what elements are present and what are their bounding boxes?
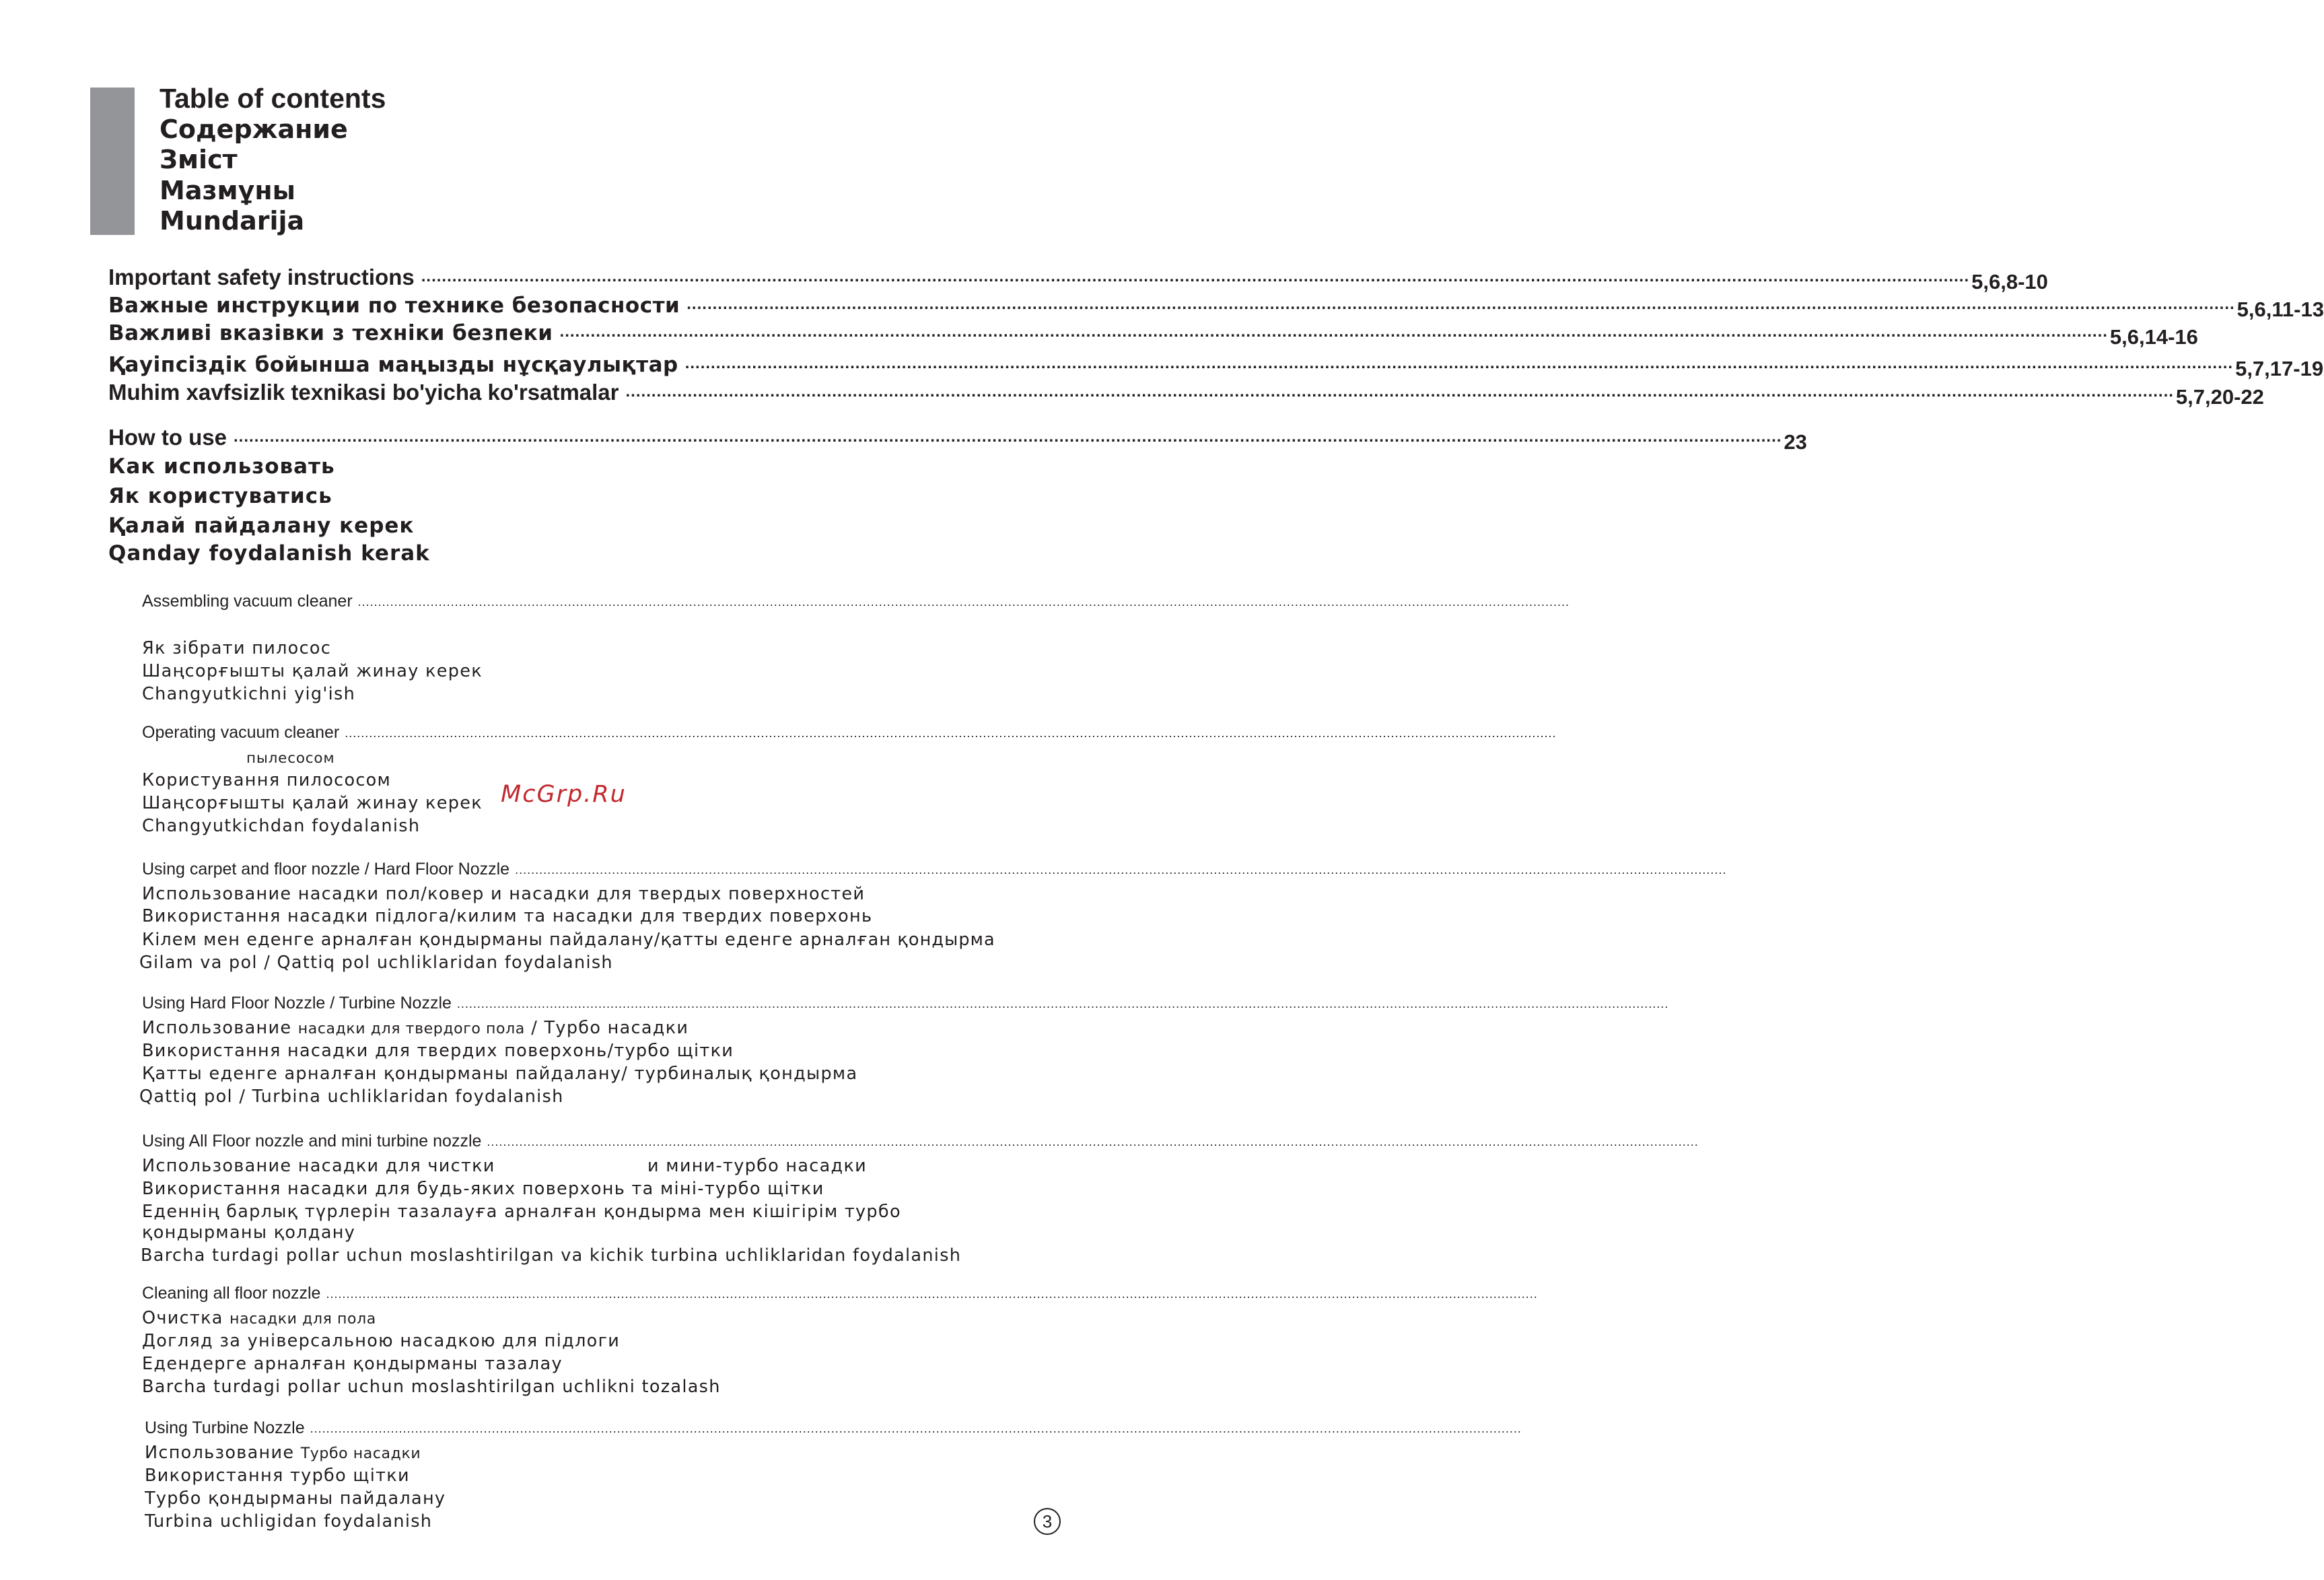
toc-entry-label: Using Hard Floor Nozzle / Turbine Nozzle (142, 994, 452, 1012)
toc-title-uk: Зміст (160, 145, 238, 174)
toc-row-safety-en[interactable] (108, 263, 2048, 294)
toc-entry-operating[interactable] (142, 722, 1557, 743)
entry-line: Кілем мен еденге арналған қондырманы пайдалану/қатты еденге арналған қондырма (142, 930, 995, 950)
watermark-text: McGrp.Ru (501, 781, 627, 808)
toc-title-kk: Мазмұны (160, 175, 295, 205)
entry-first-line (142, 1018, 689, 1038)
toc-row-page: 5,6,14-16 (2109, 325, 2198, 349)
entry-first-line-a: Использование насадки для чистки (142, 1156, 495, 1176)
how-to-use-uz: Qanday foydalanish kerak (108, 541, 430, 565)
entry-line: Використання насадки підлога/килим та насадки для твердих поверхонь (142, 906, 873, 926)
entry-line: қондырманы қолдану (142, 1223, 356, 1243)
entry-line: Догляд за універсальною насадкою для підлоги (142, 1331, 621, 1351)
toc-entry-label: Using All Floor nozzle and mini turbine nozzle (142, 1132, 482, 1150)
entry-line: Changyutkichni yig'ish (142, 684, 356, 704)
entry-first-line (145, 1443, 421, 1463)
entry-line-small-part: Турбо насадки (300, 1445, 421, 1462)
page-number-badge: 3 (1034, 1508, 1061, 1535)
entry-line-part: / Турбо насадки (524, 1018, 689, 1038)
toc-entry-label: Cleaning all floor nozzle (142, 1284, 321, 1303)
toc-entry-hard-floor-turbine[interactable] (142, 993, 1669, 1013)
toc-entry-turbine-nozzle[interactable] (145, 1418, 1522, 1438)
toc-entry-assembling[interactable] (142, 591, 1570, 611)
toc-title-block (160, 83, 386, 237)
toc-entry-all-floor-mini-turbine[interactable] (142, 1131, 1699, 1151)
dot-leader: ............................................................................................................................................................................................................................................................................................................ (310, 1422, 1522, 1435)
toc-entry-label: Using carpet and floor nozzle / Hard Floor Nozzle (142, 860, 510, 879)
toc-entry-label: Using Turbine Nozzle (145, 1418, 305, 1437)
entry-small-word: пылесосом (246, 750, 335, 767)
entry-line: Едендерге арналған қондырманы тазалау (142, 1354, 563, 1374)
toc-row-safety-uk[interactable] (108, 318, 2198, 349)
dot-leader: ............................................................................................................................................................................................................................................................................................................ (421, 267, 1970, 285)
toc-row-label: Важные инструкции по технике безопасности (108, 294, 680, 318)
toc-row-page: 5,6,11-13 (2237, 298, 2324, 321)
entry-line-small-part: насадки для твердого пола (297, 1021, 525, 1037)
entry-first-line-b: и мини-турбо насадки (647, 1156, 868, 1176)
toc-title-en: Table of contents (160, 83, 386, 114)
toc-entry-label: Assembling vacuum cleaner (142, 592, 353, 611)
toc-row-label: Қауіпсіздік бойынша маңызды нұсқаулықтар (108, 353, 678, 377)
toc-row-safety-ru[interactable] (108, 291, 2324, 321)
toc-row-how-to-use[interactable] (108, 423, 1807, 454)
dot-leader: ............................................................................................................................................................................................................................................................................................................ (487, 1135, 1699, 1148)
entry-line-part: Использование (145, 1443, 301, 1463)
entry-line: Використання турбо щітки (145, 1466, 410, 1486)
toc-entry-cleaning-all-floor[interactable] (142, 1283, 1538, 1303)
dot-leader: ............................................................................................................................................................................................................................................................................................................ (559, 322, 2108, 341)
toc-entry-label: Operating vacuum cleaner (142, 723, 340, 742)
dot-leader: ............................................................................................................................................................................................................................................................................................................ (326, 1287, 1538, 1301)
toc-row-label: Important safety instructions (108, 265, 415, 289)
toc-row-page: 23 (1784, 430, 1807, 454)
entry-line: Використання насадки для будь-яких поверхонь та міні-турбо щітки (142, 1179, 824, 1199)
entry-line-part: Очистка (142, 1308, 230, 1328)
dot-leader: ............................................................................................................................................................................................................................................................................................................ (456, 997, 1669, 1010)
dot-leader: ............................................................................................................................................................................................................................................................................................................ (684, 354, 2234, 372)
entry-line: Турбо қондырманы пайдалану (145, 1488, 446, 1509)
entry-line: Changyutkichdan foydalanish (142, 816, 421, 836)
toc-entry-carpet-floor[interactable] (142, 859, 1727, 879)
entry-line: Як зібрати пилосос (142, 638, 332, 658)
how-to-use-uk: Як користуватись (108, 484, 332, 508)
entry-line: Barcha turdagi pollar uchun moslashtirilgan uchlikni tozalash (142, 1377, 721, 1397)
entry-line: Turbina uchligidan foydalanish (145, 1511, 433, 1532)
entry-line-part: Использование (142, 1018, 298, 1038)
entry-line: Gilam va pol / Qattiq pol uchliklaridan foydalanish (139, 953, 613, 973)
entry-line: Barcha turdagi pollar uchun moslashtirilgan va kichik turbina uchliklaridan foydalanish (141, 1245, 962, 1266)
dot-leader: ............................................................................................................................................................................................................................................................................................................ (234, 427, 1782, 446)
dot-leader: ............................................................................................................................................................................................................................................................................................................ (345, 726, 1557, 740)
entry-line: Шаңсорғышты қалай жинау керек (142, 661, 483, 681)
decorative-side-bar (90, 88, 135, 235)
toc-row-label: Muhim xavfsizlik texnikasi bo'yicha ko'rsatmalar (108, 380, 619, 405)
toc-row-page: 5,7,20-22 (2175, 385, 2264, 409)
toc-row-label: How to use (108, 425, 227, 450)
entry-line: Використання насадки для твердих поверхонь/турбо щітки (142, 1041, 734, 1061)
dot-leader: ............................................................................................................................................................................................................................................................................................................ (686, 295, 2235, 313)
entry-line: Qattiq pol / Turbina uchliklaridan foydalanish (139, 1087, 564, 1107)
toc-row-safety-uz[interactable] (108, 378, 2264, 409)
entry-line: Использование насадки пол/ковер и насадки для твердых поверхностей (142, 884, 866, 904)
dot-leader: ............................................................................................................................................................................................................................................................................................................ (625, 382, 2174, 401)
toc-title-uz: Mundarija (160, 206, 305, 236)
toc-title-ru: Содержание (160, 114, 348, 144)
dot-leader: ............................................................................................................................................................................................................................................................................................................ (357, 595, 1570, 609)
dot-leader: ............................................................................................................................................................................................................................................................................................................ (515, 863, 1727, 877)
entry-line-small-part: насадки для пола (230, 1311, 376, 1328)
how-to-use-kk: Қалай пайдалану керек (108, 514, 415, 538)
toc-row-safety-kk[interactable] (108, 350, 2324, 380)
entry-line: Еденнің барлық түрлерін тазалауға арналған қондырма мен кішігірім турбо (142, 1202, 901, 1222)
toc-row-page: 5,6,8-10 (1971, 270, 2048, 294)
entry-line: Қатты еденге арналған қондырманы пайдалану/ турбиналық қондырма (142, 1064, 858, 1084)
how-to-use-ru: Как использовать (108, 454, 335, 479)
entry-line: Користування пилососом (142, 770, 392, 790)
entry-first-line (142, 1308, 376, 1328)
toc-row-page: 5,7,17-19 (2235, 357, 2324, 380)
toc-row-label: Важливі вказівки з техніки безпеки (108, 321, 553, 345)
entry-line: Шаңсорғышты қалай жинау керек (142, 793, 483, 813)
